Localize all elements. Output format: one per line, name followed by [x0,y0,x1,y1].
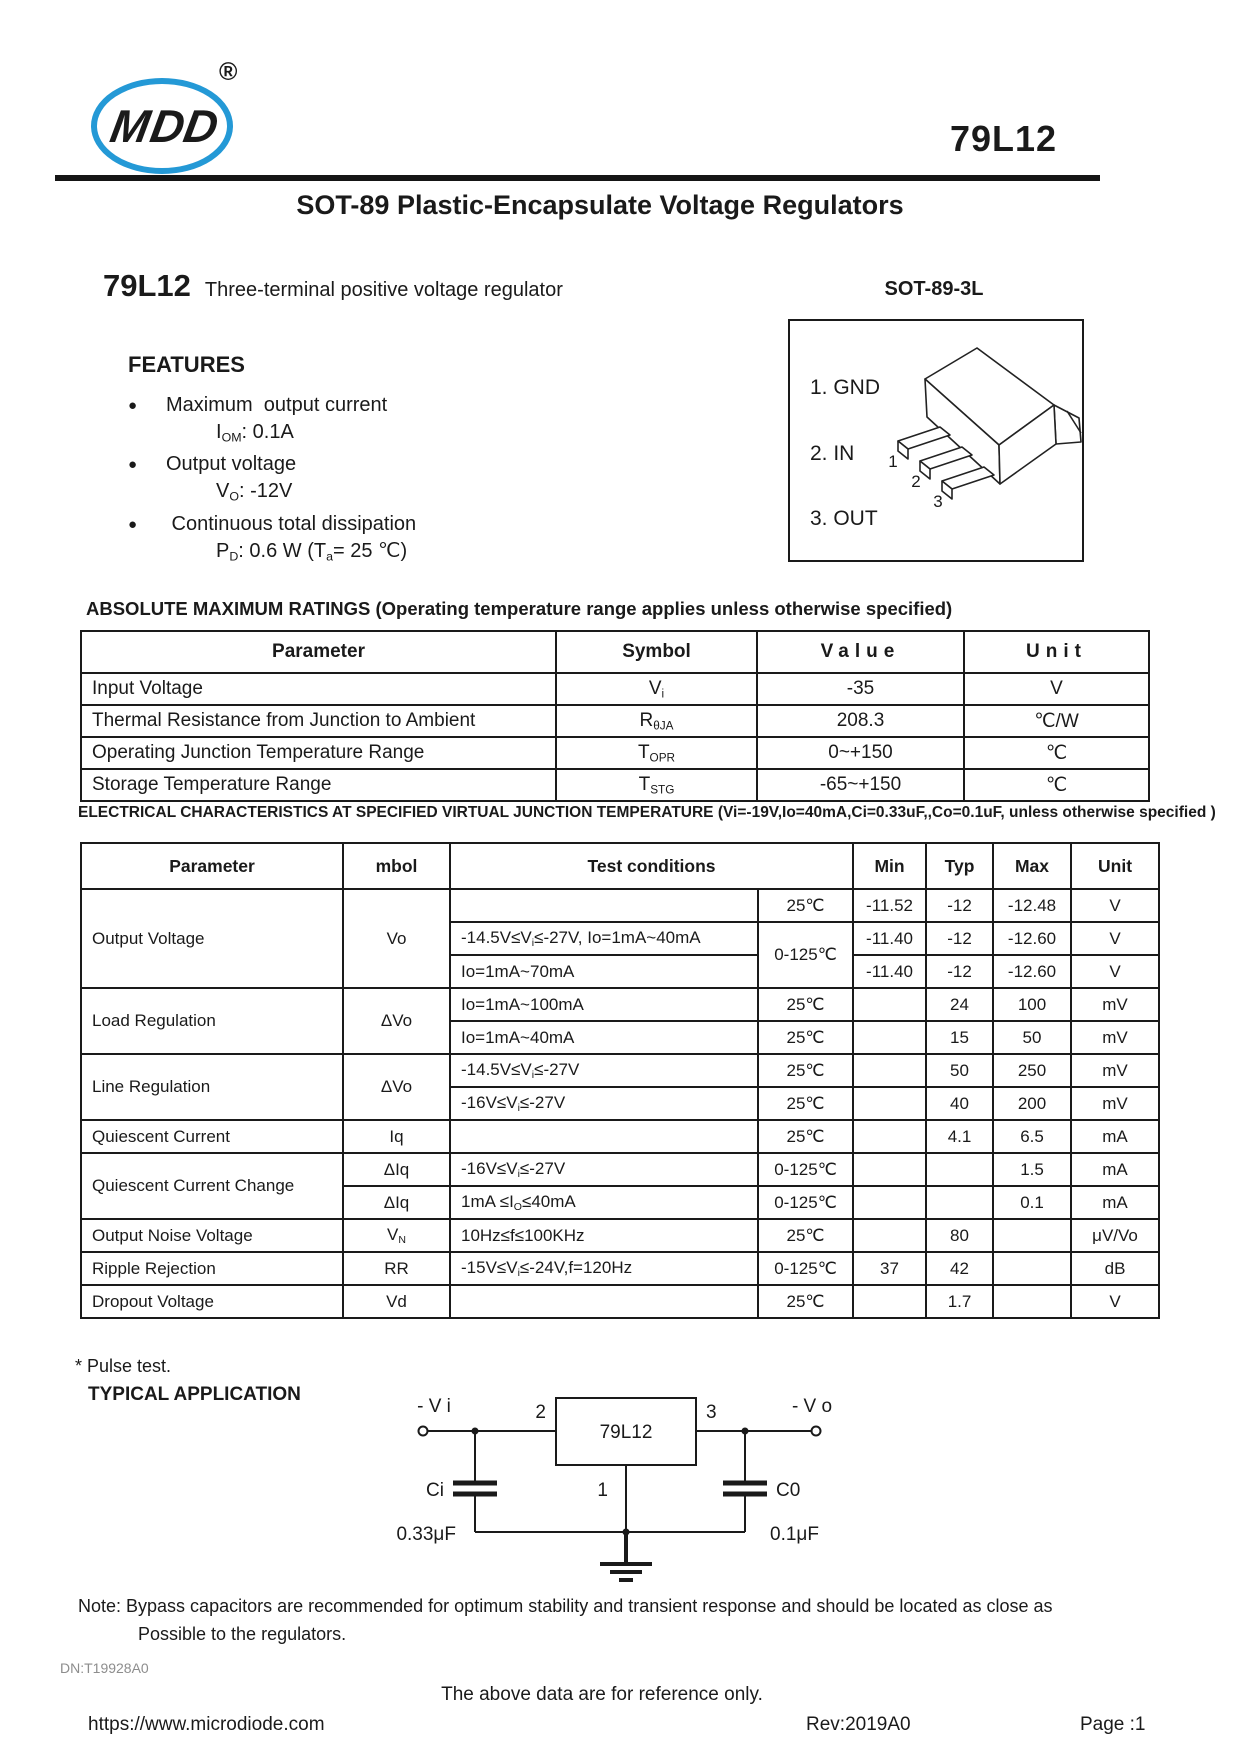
feature-value: $I_{OM}$: 0.1A [216,421,294,445]
table-cell: 10Hz≤f≤100KHz [450,1219,758,1252]
table-cell: V [1071,922,1159,955]
table-cell: 42 [926,1252,993,1285]
elec-heading: ELECTRICAL CHARACTERISTICS AT SPECIFIED VIRTUAL JUNCTION TEMPERATURE (Vi=-19V,Io=40mA,Ci=0.33uF,,Co=0.1uF, unless otherwise specified ) [78,804,1216,821]
circuit-pin2-label: 2 [535,1402,546,1423]
table-cell: ΔIq [343,1186,450,1219]
table-cell: Output Noise Voltage [81,1219,343,1252]
table-cell: ΔVo [343,1054,450,1120]
table-cell: -11.52 [853,889,926,922]
table-cell [926,1153,993,1186]
table-cell: $-16V\le V_i\le-27V$ [450,1153,758,1186]
header-part-number: 79L12 [950,118,1058,159]
table-cell: 24 [926,988,993,1021]
table-cell: $R_{\theta JA}$ [556,705,757,737]
table-header-row [81,631,1149,673]
table-cell: mA [1071,1153,1159,1186]
table-cell [450,1120,758,1153]
table-cell: ℃ [964,769,1149,801]
table-cell: RR [343,1252,450,1285]
table-cell: Vo [343,889,450,988]
table-cell: mA [1071,1186,1159,1219]
table-cell: -35 [757,673,964,705]
table-header-row [81,843,1159,889]
table-cell [853,1285,926,1318]
table-cell: Output Voltage [81,889,343,988]
table-row [81,769,1149,801]
table-cell: -11.40 [853,922,926,955]
elec-table [80,842,1160,1319]
bullet-icon: ● [128,397,138,414]
sot89-body-icon [898,348,1081,499]
logo-letter-m: M [106,100,155,152]
table-cell: ℃/W [964,705,1149,737]
table-cell: 25℃ [758,1087,853,1120]
table-cell: mA [1071,1120,1159,1153]
table-cell: 208.3 [757,705,964,737]
table-cell: 50 [993,1021,1071,1054]
table-cell: 15 [926,1021,993,1054]
co-label: C0 [776,1480,801,1501]
table-cell: 6.5 [993,1120,1071,1153]
table-cell: ΔIq [343,1153,450,1186]
table-cell: Thermal Resistance from Junction to Ambient [81,705,556,737]
table-cell: -12 [926,889,993,922]
table-cell: 0-125℃ [758,922,853,988]
table-cell: ΔVo [343,988,450,1054]
column-header: Parameter [81,843,343,889]
table-cell: Line Regulation [81,1054,343,1120]
bullet-icon: ● [128,515,138,533]
table-cell: 0.1 [993,1186,1071,1219]
brand-logo [90,76,236,175]
table-cell [853,1087,926,1120]
table-cell: 25℃ [758,1285,853,1318]
table-cell: 250 [993,1054,1071,1087]
table-cell: $-16V\le V_i\le-27V$ [450,1087,758,1120]
column-header: Max [993,843,1071,889]
table-cell: -12.60 [993,955,1071,988]
table-row [81,889,1159,922]
table-cell: -12 [926,955,993,988]
column-header: Value [757,631,964,673]
table-cell: Operating Junction Temperature Range [81,737,556,769]
pin-label-in: 2. IN [810,442,855,465]
table-row [81,1120,1159,1153]
footer-document-number: DN:T19928A0 [60,1660,149,1676]
abs-max-table-wrap [80,630,1148,802]
table-cell: 1.5 [993,1153,1071,1186]
table-cell: Storage Temperature Range [81,769,556,801]
table-cell: Io=1mA~70mA [450,955,758,988]
table-cell [853,1021,926,1054]
feature-item [128,451,648,478]
table-cell: -12 [926,922,993,955]
column-header: Unit [1071,843,1159,889]
header-rule [55,175,1100,181]
table-cell: $T_{STG}$ [556,769,757,801]
table-cell: V [1071,955,1159,988]
table-cell: 0-125℃ [758,1186,853,1219]
table-cell: 80 [926,1219,993,1252]
table-cell: Io=1mA~100mA [450,988,758,1021]
table-cell: 40 [926,1087,993,1120]
feature-text: Maximum output current [166,394,388,416]
table-cell [450,1285,758,1318]
product-subtitle: Three-terminal positive voltage regulator [204,279,563,301]
table-cell: $V_i$ [556,673,757,705]
application-circuit [356,1392,856,1612]
table-cell [853,1120,926,1153]
feature-value: $P_D$: 0.6 W ($T_a= 25$ ℃) [216,539,408,564]
vin-label: - V i [417,1396,451,1417]
column-header: Min [853,843,926,889]
registered-trademark-symbol: ® [219,58,238,86]
table-cell: Ripple Rejection [81,1252,343,1285]
table-cell [993,1252,1071,1285]
table-cell: Load Regulation [81,988,343,1054]
pulse-test-note: * Pulse test. [75,1356,172,1376]
footer-page-number: Page :1 [1080,1714,1146,1735]
feature-item [128,511,648,538]
abs-max-table [80,630,1150,802]
feature-text: Continuous total dissipation [166,512,417,535]
table-cell [853,1219,926,1252]
footer-disclaimer: The above data are for reference only. [441,1684,763,1705]
table-cell: Io=1mA~40mA [450,1021,758,1054]
circuit-pin3-label: 3 [706,1402,717,1423]
table-cell: 25℃ [758,1021,853,1054]
table-cell: 0~+150 [757,737,964,769]
table-cell: ℃ [964,737,1149,769]
product-line [103,268,563,304]
table-cell [853,988,926,1021]
co-value: 0.1μF [770,1524,819,1545]
features-heading: FEATURES [128,352,245,377]
pin-number-3: 3 [933,492,943,511]
footer-revision: Rev:2019A0 [806,1714,911,1735]
table-cell: 0-125℃ [758,1153,853,1186]
table-row [81,1054,1159,1087]
table-cell: mV [1071,1021,1159,1054]
table-cell: $T_{OPR}$ [556,737,757,769]
table-cell: 25℃ [758,889,853,922]
table-cell: dB [1071,1252,1159,1285]
table-cell: mV [1071,1087,1159,1120]
table-row [81,1219,1159,1252]
pin-number-2: 2 [911,472,921,491]
table-cell: $V_N$ [343,1219,450,1252]
table-cell: $-14.5V\le V_i\le-27V$, Io=1mA~40mA [450,922,758,955]
abs-max-heading: ABSOLUTE MAXIMUM RATINGS (Operating temperature range applies unless otherwise specified) [86,598,953,619]
pin-number-1: 1 [888,452,898,471]
input-terminal-icon [419,1427,428,1436]
note-line-1: Note: Bypass capacitors are recommended for optimum stability and transient response and should be located as close as [78,1596,1053,1616]
table-cell: 0-125℃ [758,1252,853,1285]
table-cell: Dropout Voltage [81,1285,343,1318]
table-cell: mV [1071,1054,1159,1087]
table-cell: 25℃ [758,1219,853,1252]
ground-icon [600,1532,652,1580]
feature-value: $V_O$: -12V [216,480,293,504]
table-cell: -12.60 [993,922,1071,955]
feature-item [128,392,648,419]
column-header: Unit [964,631,1149,673]
regulator-chip-label: 79L12 [599,1422,653,1443]
table-row [81,1153,1159,1186]
column-header: Symbol [556,631,757,673]
table-row [81,1252,1159,1285]
footer-url[interactable]: https://www.microdiode.com [88,1714,325,1735]
package-panel [788,319,1084,562]
table-cell: 4.1 [926,1120,993,1153]
table-cell [853,1054,926,1087]
table-cell: Iq [343,1120,450,1153]
table-cell [993,1285,1071,1318]
logo-letters-dd: DD [146,100,223,152]
vout-label: - V o [791,1396,833,1417]
table-cell: mV [1071,988,1159,1021]
table-cell: -11.40 [853,955,926,988]
table-cell: Quiescent Current Change [81,1153,343,1219]
column-header: Parameter [81,631,556,673]
table-cell: 25℃ [758,1054,853,1087]
table-cell: Vd [343,1285,450,1318]
table-row [81,705,1149,737]
typical-application-heading: TYPICAL APPLICATION [88,1384,301,1405]
ci-value: 0.33μF [396,1524,456,1545]
pin-label-gnd: 1. GND [810,376,881,399]
table-cell: Quiescent Current [81,1120,343,1153]
ci-label: Ci [426,1480,444,1501]
feature-text: Output voltage [166,453,297,476]
column-header: Typ [926,843,993,889]
output-terminal-icon [812,1427,821,1436]
table-cell: 25℃ [758,988,853,1021]
table-cell: $-15V\le V_i\le-24V,f=120Hz$ [450,1252,758,1285]
table-cell: 100 [993,988,1071,1021]
table-row [81,673,1149,705]
table-cell [450,889,758,922]
table-cell: μV/Vo [1071,1219,1159,1252]
column-header: Test conditions [450,843,853,889]
table-cell [993,1219,1071,1252]
mdd-logo-icon [90,76,236,175]
pin-label-out: 3. OUT [810,507,878,530]
table-cell: 50 [926,1054,993,1087]
elec-table-wrap [80,842,1158,1319]
note-line-2: Possible to the regulators. [138,1624,347,1644]
circuit-pin1-label: 1 [597,1480,608,1501]
table-cell: Input Voltage [81,673,556,705]
circuit-diagram [356,1392,856,1607]
table-cell: 200 [993,1087,1071,1120]
table-cell: V [964,673,1149,705]
features-list [128,392,648,570]
table-cell [853,1153,926,1186]
table-cell: -12.48 [993,889,1071,922]
document-title: SOT-89 Plastic-Encapsulate Voltage Regulators [296,190,904,220]
bullet-icon: ● [128,456,138,474]
table-cell: V [1071,889,1159,922]
features-section [128,352,648,570]
table-cell: 37 [853,1252,926,1285]
table-cell: 25℃ [758,1120,853,1153]
table-cell [926,1186,993,1219]
table-cell: 1.7 [926,1285,993,1318]
table-cell: $-14.5V\le V_i\le-27V$ [450,1054,758,1087]
column-header: mbol [343,843,450,889]
table-row [81,737,1149,769]
table-cell: $1mA \le I_O\le 40mA$ [450,1186,758,1219]
table-cell: -65~+150 [757,769,964,801]
table-row [81,988,1159,1021]
product-part-number: 79L12 [103,268,191,303]
package-drawing [790,321,1082,560]
package-name-label: SOT-89-3L [884,278,984,300]
table-cell [853,1186,926,1219]
table-cell: V [1071,1285,1159,1318]
table-row [81,1285,1159,1318]
